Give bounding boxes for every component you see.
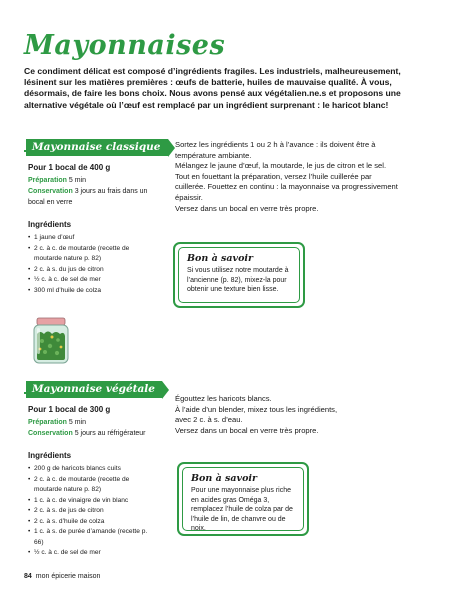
step: Égouttez les haricots blancs. [175, 394, 272, 403]
list-item: • 2 c. à s. de jus de citron [28, 506, 156, 517]
list-item: • 2 c. à s. d’huile de colza [28, 517, 156, 528]
recipe2-ingredients [28, 464, 156, 559]
jar-illustration [28, 316, 74, 366]
recipe1-ingredients [28, 233, 156, 296]
tip-text: Si vous utilisez notre moutarde à l’ancienne (p. 82), mixez-la pour obtenir une texture bien lisse. [187, 267, 289, 293]
prep-value: 5 min [68, 419, 86, 426]
list-item: • 1 c. à s. de purée d’amande (recette p. 66) [28, 527, 156, 548]
recipe1-info [28, 162, 156, 296]
recipe1-tip-box [173, 242, 305, 308]
prep-label: Préparation [28, 177, 67, 184]
list-item: • ½ c. à c. de sel de mer [28, 275, 156, 286]
book-title: mon épicerie maison [35, 573, 101, 580]
recipe1-prep [28, 175, 156, 186]
page-number: 84 [24, 573, 32, 580]
tip-text: Pour une mayonnaise plus riche en acides gras Oméga 3, remplacez l’huile de colza par de l’huile de lin, de chanvre ou de noix. [191, 487, 293, 532]
recipe2-steps [175, 394, 350, 436]
step: À l’aide d’un blender, mixez tous les ingrédients, avec 2 c. à s. d’eau. [175, 404, 338, 425]
list-item: • 1 c. à c. de vinaigre de vin blanc [28, 496, 156, 507]
step: Sortez les ingrédients 1 ou 2 h à l’avance : ils doivent être à température ambiante. [175, 140, 376, 160]
recipe2-badge: Mayonnaise végétale [26, 381, 162, 398]
recipe2-ingredients-title: Ingrédients [28, 451, 72, 460]
recipe2-yield: Pour 1 bocal de 300 g [28, 405, 111, 414]
recipe1-steps [175, 140, 400, 214]
step: Versez dans un bocal en verre très propre. [175, 203, 319, 213]
step: Tout en fouettant la préparation, versez l’huile cuillerée par cuillerée. Fouettez en continu : la mayonnaise va progressivement épaissir. [175, 171, 398, 202]
recipe2-prep [28, 417, 156, 428]
step: Versez dans un bocal en verre très propre. [175, 425, 319, 435]
list-item: • ½ c. à c. de sel de mer [28, 548, 156, 559]
conservation-label: Conservation [28, 188, 73, 195]
recipe1-conservation [28, 186, 156, 208]
tip-title: Bon à savoir [191, 473, 258, 484]
list-item: • 1 jaune d’œuf [28, 233, 156, 244]
prep-value: 5 min [68, 177, 86, 184]
list-item: • 200 g de haricots blancs cuits [28, 464, 156, 475]
recipe2-tip-box [177, 462, 309, 536]
list-item: • 2 c. à c. de moutarde (recette de moutarde nature p. 82) [28, 244, 156, 265]
conservation-value: 5 jours au réfrigérateur [74, 430, 146, 437]
recipe1-yield: Pour 1 bocal de 400 g [28, 163, 111, 172]
tip-title: Bon à savoir [187, 253, 254, 264]
recipe2-info [28, 404, 156, 559]
intro-paragraph: Ce condiment délicat est composé d’ingrédients fragiles. Les industriels, malheureusement, lésinent sur les matières premières : œufs de batterie, huiles de mauvaise qualité. À vous, désormais, de faire les bons choix. Nous avons pensé aux végétalien.ne.s et proposons une alternative végétale où l’œuf est remplacé par un ingrédient surprenant : le haricot blanc! [24, 66, 401, 110]
conservation-label: Conservation [28, 430, 73, 437]
step: Mélangez le jaune d’œuf, la moutarde, le jus de citron et le sel. [175, 161, 387, 171]
recipe2-conservation [28, 428, 156, 439]
list-item: • 2 c. à c. de moutarde (recette de moutarde nature p. 82) [28, 475, 156, 496]
recipe1-badge: Mayonnaise classique [26, 139, 168, 156]
page-footer [24, 573, 100, 580]
prep-label: Préparation [28, 419, 67, 426]
conservation-value: 3 jours au frais dans un bocal en verre [28, 188, 148, 206]
recipe1-ingredients-title: Ingrédients [28, 220, 72, 229]
list-item: • 300 ml d’huile de colza [28, 286, 156, 297]
page-title: Mayonnaises [24, 30, 226, 61]
list-item: • 2 c. à s. du jus de citron [28, 265, 156, 276]
